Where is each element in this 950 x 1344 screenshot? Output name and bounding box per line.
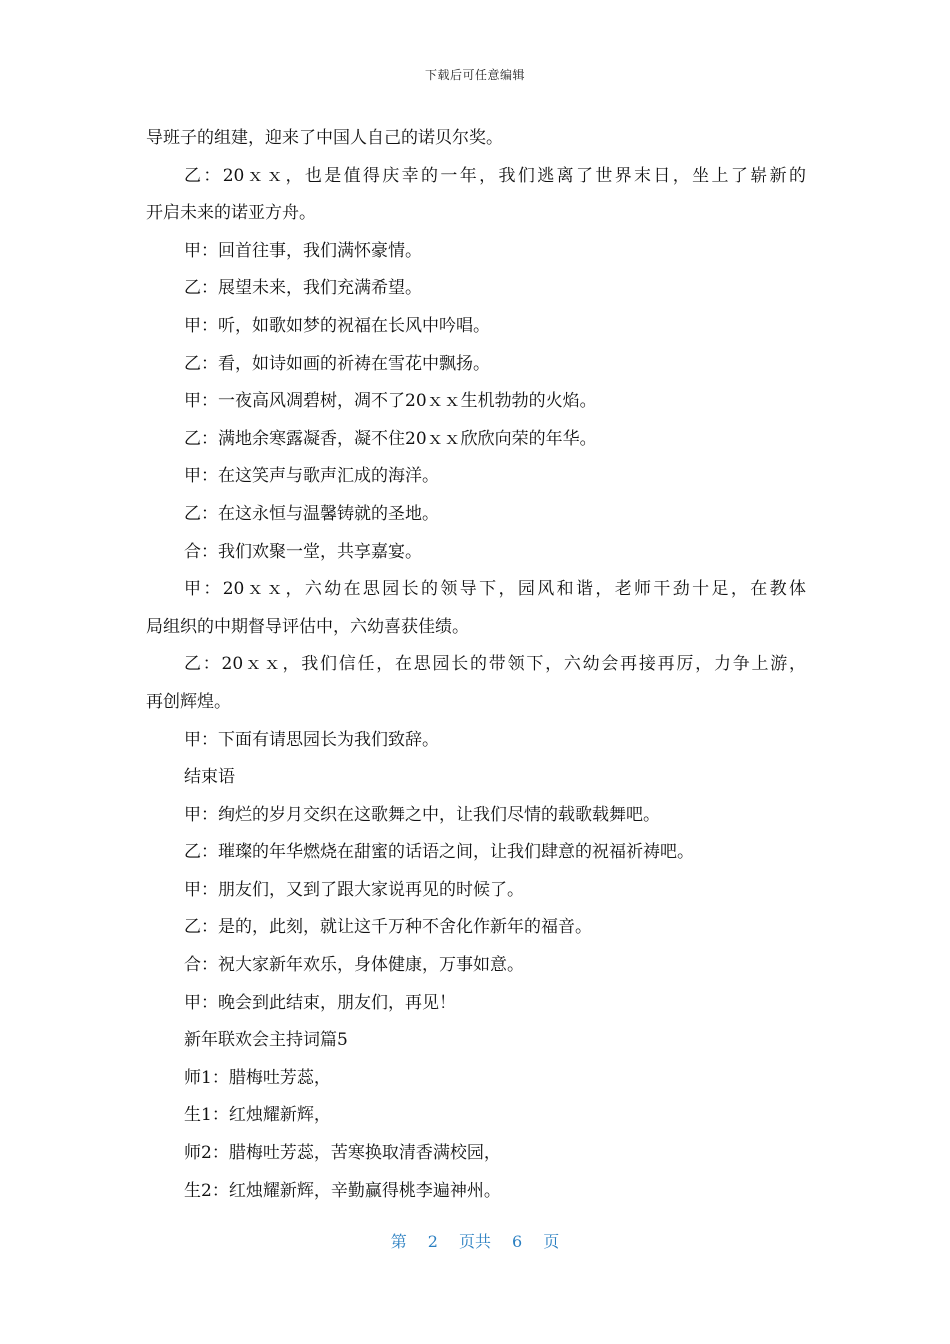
text-line: 新年联欢会主持词篇5 (184, 1030, 348, 1051)
text-line: 甲：在这笑声与歌声汇成的海洋。 (184, 466, 439, 487)
text-line: 甲：朋友们，又到了跟大家说再见的时候了。 (184, 879, 524, 900)
document-body (146, 120, 806, 1210)
text-line: 师1：腊梅吐芳蕊， (184, 1067, 331, 1088)
footer-word-page: 第 (390, 1232, 407, 1251)
text-line: 乙：20ｘｘ，我们信任，在思园长的带领下，六幼会再接再厉，力争上游， (184, 654, 806, 675)
text-line: 甲：晚会到此结束，朋友们，再见！ (184, 992, 456, 1013)
text-line: 乙：在这永恒与温馨铸就的圣地。 (184, 503, 439, 524)
page-footer (0, 1229, 950, 1252)
text-line: 合：我们欢聚一堂，共享嘉宴。 (184, 541, 422, 562)
text-line: 甲：一夜高风凋碧树，凋不了20ｘｘ生机勃勃的火焰。 (184, 391, 597, 412)
footer-word-page-end: 页 (543, 1232, 560, 1251)
text-line: 生1：红烛耀新辉， (184, 1105, 331, 1126)
text-line: 结束语 (184, 767, 235, 788)
text-line: 甲：下面有请思园长为我们致辞。 (184, 729, 439, 750)
text-line: 乙：展望未来，我们充满希望。 (184, 278, 422, 299)
text-line: 乙：璀璨的年华燃烧在甜蜜的话语之间，让我们肆意的祝福祈祷吧。 (184, 842, 694, 863)
text-line: 甲：绚烂的岁月交织在这歌舞之中，让我们尽情的载歌载舞吧。 (184, 804, 660, 825)
text-line: 甲：20ｘｘ，六幼在思园长的领导下，园风和谐，老师干劲十足，在教体 (184, 579, 806, 600)
text-line: 甲：回首往事，我们满怀豪情。 (184, 240, 422, 261)
text-line: 甲：听，如歌如梦的祝福在长风中吟唱。 (184, 315, 490, 336)
text-line: 乙：是的，此刻，就让这千万种不舍化作新年的福音。 (184, 917, 592, 938)
footer-total-pages: 6 (512, 1232, 523, 1251)
text-line: 合：祝大家新年欢乐，身体健康，万事如意。 (184, 955, 524, 976)
text-line: 导班子的组建，迎来了中国人自己的诺贝尔奖。 (146, 128, 503, 148)
text-line: 乙：满地余寒露凝香，凝不住20ｘｘ欣欣向荣的年华。 (184, 428, 597, 449)
text-line: 乙：看，如诗如画的祈祷在雪花中飘扬。 (184, 353, 490, 374)
text-line: 再创辉煌。 (146, 691, 231, 712)
text-line: 乙：20ｘｘ，也是值得庆幸的一年，我们逃离了世界末日，坐上了崭新的 (184, 165, 806, 186)
footer-current-page: 2 (427, 1232, 438, 1251)
text-line: 开启未来的诺亚方舟。 (146, 203, 316, 224)
footer-word-page-of: 页共 (458, 1232, 491, 1251)
page-header: 下载后可任意编辑 (424, 68, 525, 82)
text-line: 师2：腊梅吐芳蕊，苦寒换取清香满校园， (184, 1143, 501, 1164)
text-line: 局组织的中期督导评估中，六幼喜获佳绩。 (146, 616, 469, 637)
text-line: 生2：红烛耀新辉，辛勤赢得桃李遍神州。 (184, 1180, 501, 1201)
